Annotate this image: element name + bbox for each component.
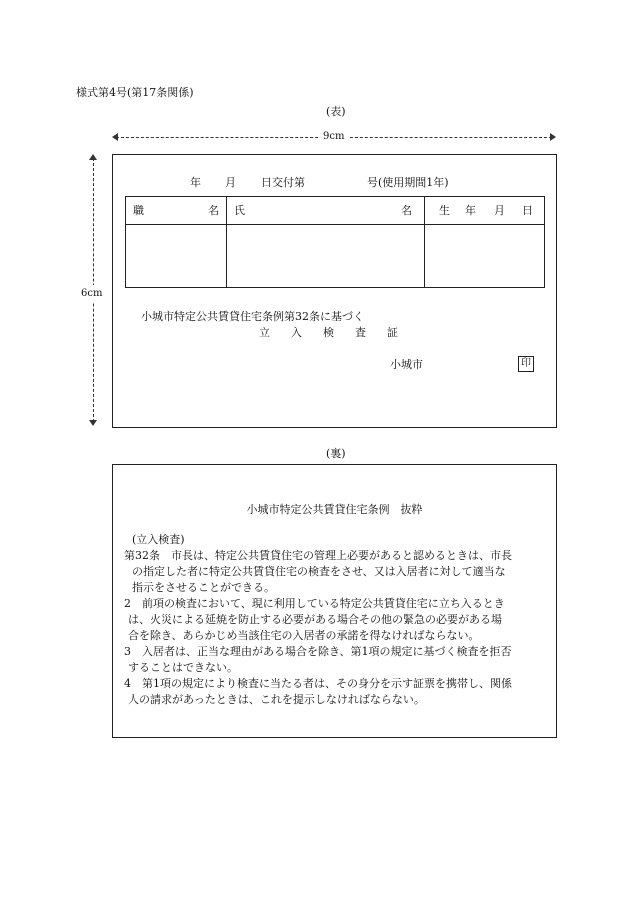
front-side-label: (表) xyxy=(326,105,346,118)
back-side-label: (裏) xyxy=(326,447,346,460)
certificate-title: 立入検査証 xyxy=(259,326,419,339)
excerpt-line: (立入検査) xyxy=(132,533,185,546)
height-dimension xyxy=(81,154,103,426)
excerpt-title: 小城市特定公共賃貸住宅条例 抜粋 xyxy=(246,503,423,516)
arrow-up-icon xyxy=(89,154,97,160)
name-header: 氏 xyxy=(234,204,245,217)
excerpt-line: 4 第1項の規定により検査に当たる者は、その身分を示す証票を携帯し、関係 xyxy=(124,677,512,690)
table-divider xyxy=(424,197,425,287)
arrow-down-icon xyxy=(89,420,97,426)
dob-day-label: 日 xyxy=(522,204,533,217)
issue-month-label: 月 xyxy=(225,176,236,189)
issue-date-line xyxy=(113,176,556,192)
excerpt-line: 人の請求があったときは、これを提示しなければならない。 xyxy=(128,693,425,706)
holder-info-table xyxy=(125,196,545,288)
certificate-back xyxy=(112,464,557,738)
position-header: 職 xyxy=(133,204,144,217)
certificate-front xyxy=(112,154,557,428)
excerpt-body xyxy=(124,532,546,708)
excerpt-line: の指定した者に特定公共賃貸住宅の検査をさせ、又は入居者に対して適当な xyxy=(132,565,506,578)
excerpt-line: 3 入居者は、正当な理由がある場合を除き、第1項の規定に基づく検査を拒否 xyxy=(124,645,512,658)
issue-number-suffix: 号(使用期間1年) xyxy=(367,176,449,189)
dob-year-label: 年 xyxy=(465,204,476,217)
excerpt-line: 合を除き、あらかじめ当該住宅の入居者の承諾を得なければならない。 xyxy=(128,629,480,642)
excerpt-line: 指示をさせることができる。 xyxy=(132,581,275,594)
excerpt-line: は、火災による延焼を防止する必要がある場合その他の緊急の必要がある場 xyxy=(128,613,502,626)
name-header-suffix: 名 xyxy=(401,204,412,217)
dob-month-label: 月 xyxy=(494,204,505,217)
position-header-suffix: 名 xyxy=(208,204,219,217)
issue-date-label: 日交付第 xyxy=(261,176,305,189)
excerpt-line: することはできない。 xyxy=(128,661,238,674)
dob-header: 生 xyxy=(439,204,450,217)
excerpt-line: 第32条 市長は、特定公共賃貸住宅の管理上必要があると認めるときは、市長 xyxy=(124,549,512,562)
table-header-divider xyxy=(126,224,544,225)
issuer-name: 小城市 xyxy=(390,358,423,371)
seal-stamp-box: 印 xyxy=(518,356,534,372)
arrow-left-icon xyxy=(112,133,118,141)
table-divider xyxy=(226,197,227,287)
width-dimension xyxy=(112,129,556,145)
issue-year-label: 年 xyxy=(190,176,201,189)
width-dimension-label: 9cm xyxy=(318,130,349,144)
ordinance-reference: 小城市特定公共賃貸住宅条例第32条に基づく xyxy=(141,310,364,323)
form-number: 様式第4号(第17条関係) xyxy=(76,86,194,99)
arrow-right-icon xyxy=(550,133,556,141)
height-dimension-label: 6cm xyxy=(81,285,102,303)
excerpt-line: 2 前項の検査において、現に利用している特定公共賃貸住宅に立ち入るとき xyxy=(124,597,505,610)
